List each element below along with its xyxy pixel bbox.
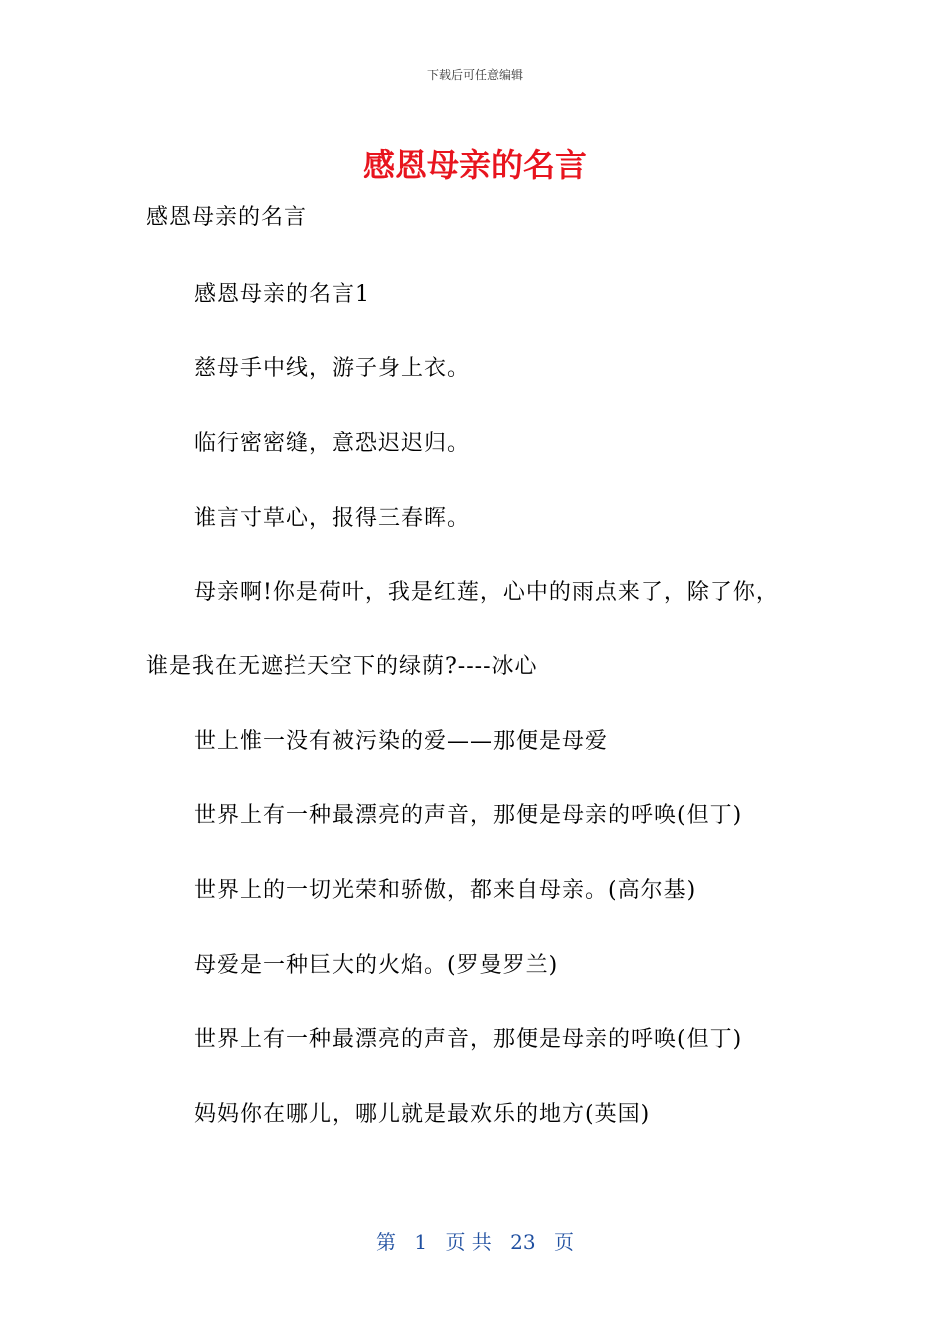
body-line: 世界上有一种最漂亮的声音，那便是母亲的呼唤(但丁) (194, 1027, 743, 1052)
body-line: 谁言寸草心，报得三春晖。 (194, 506, 471, 531)
document-title: 感恩母亲的名言 (362, 146, 587, 184)
footer-prefix: 第 (376, 1230, 396, 1254)
body-line: 妈妈你在哪儿，哪儿就是最欢乐的地方(英国) (194, 1102, 651, 1127)
footer-mid: 页 共 (445, 1230, 492, 1254)
body-line: 慈母手中线，游子身上衣。 (194, 356, 471, 381)
body-line: 世上惟一没有被污染的爱——那便是母爱 (194, 729, 609, 754)
footer-current-page: 1 (414, 1230, 428, 1254)
body-line: 母爱是一种巨大的火焰。(罗曼罗兰) (194, 953, 559, 978)
header-note: 下载后可任意编辑 (426, 68, 523, 82)
page-footer (0, 1226, 950, 1255)
footer-total-pages: 23 (510, 1230, 536, 1254)
body-line-subheading: 感恩母亲的名言1 (194, 282, 370, 307)
body-line: 世界上的一切光荣和骄傲，都来自母亲。(高尔基) (194, 878, 697, 903)
footer-suffix: 页 (553, 1230, 574, 1254)
body-line: 世界上有一种最漂亮的声音，那便是母亲的呼唤(但丁) (194, 803, 743, 828)
body-line-section-heading: 感恩母亲的名言 (146, 205, 308, 230)
body-line: 母亲啊!你是荷叶，我是红莲，心中的雨点来了，除了你， (194, 580, 779, 605)
body-line-continuation: 谁是我在无遮拦天空下的绿荫?----冰心 (146, 654, 538, 679)
body-line: 临行密密缝，意恐迟迟归。 (194, 431, 471, 456)
